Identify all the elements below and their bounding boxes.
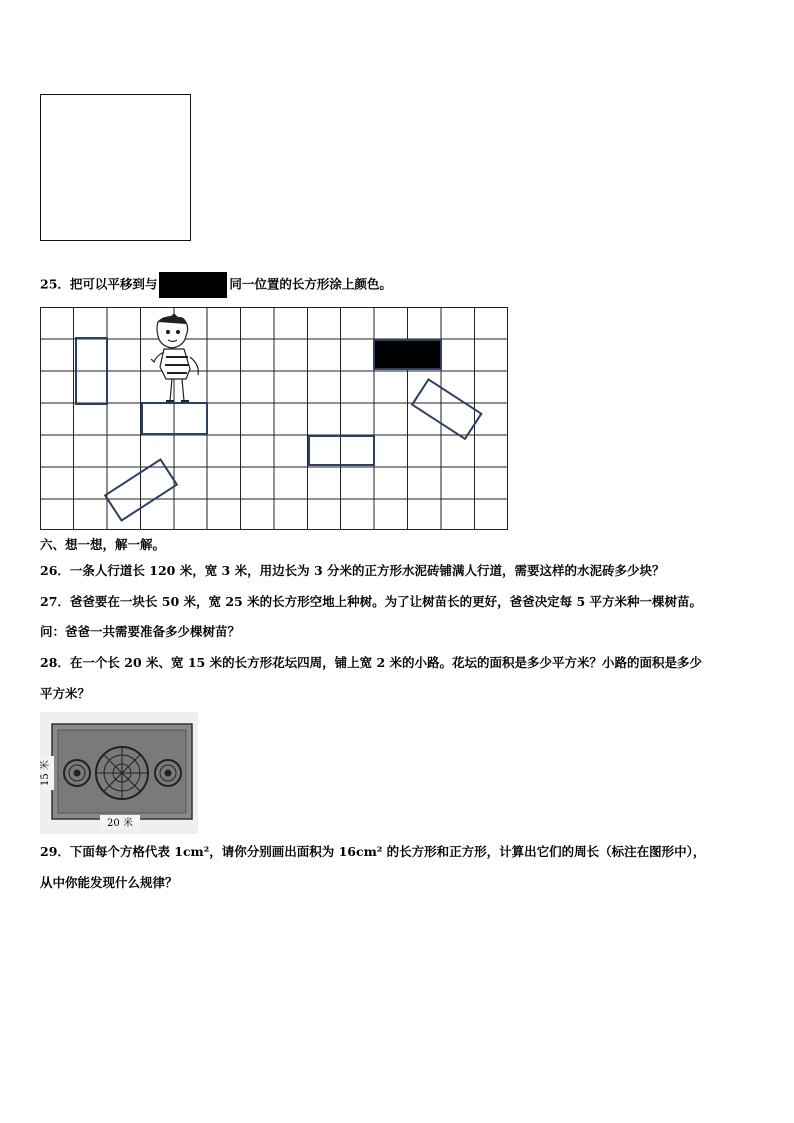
question-26: 26．一条人行道长 120 米，宽 3 米，用边长为 3 分米的正方形水泥砖铺满人行道，需要这样的水泥砖多少块？ <box>40 563 665 578</box>
question-25 <box>40 272 392 298</box>
question-29-line1: 29．下面每个方格代表 1cm²，请你分别画出面积为 16cm² 的长方形和正方形，计算出它们的周长（标注在图形中）， <box>40 844 706 859</box>
question-29-line2: 从中你能发现什么规律？ <box>40 875 178 890</box>
question-27-line2: 问：爸爸一共需要准备多少棵树苗？ <box>40 624 241 639</box>
rect-black <box>374 340 441 369</box>
boy-icon <box>151 314 198 401</box>
q25-text-after: 同一位置的长方形涂上颜色。 <box>229 276 392 292</box>
rect-tilted-right <box>412 379 481 438</box>
flower-circle-center <box>96 747 148 799</box>
target-black-rectangle <box>159 272 227 298</box>
question-28-line2: 平方米？ <box>40 686 91 701</box>
height-label: 15 米 <box>40 760 51 786</box>
section-6-heading: 六、想一想，解一解。 <box>40 537 166 552</box>
rect-middle <box>309 436 374 465</box>
flower-bed-figure <box>40 712 198 834</box>
question-28-line1: 28．在一个长 20 米、宽 15 米的长方形花坛四周，铺上宽 2 米的小路。花坛的面积是多少平方米？小路的面积是多少 <box>40 655 702 670</box>
width-label: 20 米 <box>107 818 133 829</box>
q25-text-before: 25．把可以平移到与 <box>40 276 158 292</box>
answer-box <box>40 94 191 241</box>
question-27-line1: 27．爸爸要在一块长 50 米，宽 25 米的长方形空地上种树。为了让树苗长的更好，爸爸决定每 5 平方米种一棵树苗。 <box>40 594 702 609</box>
translation-grid <box>40 307 508 530</box>
